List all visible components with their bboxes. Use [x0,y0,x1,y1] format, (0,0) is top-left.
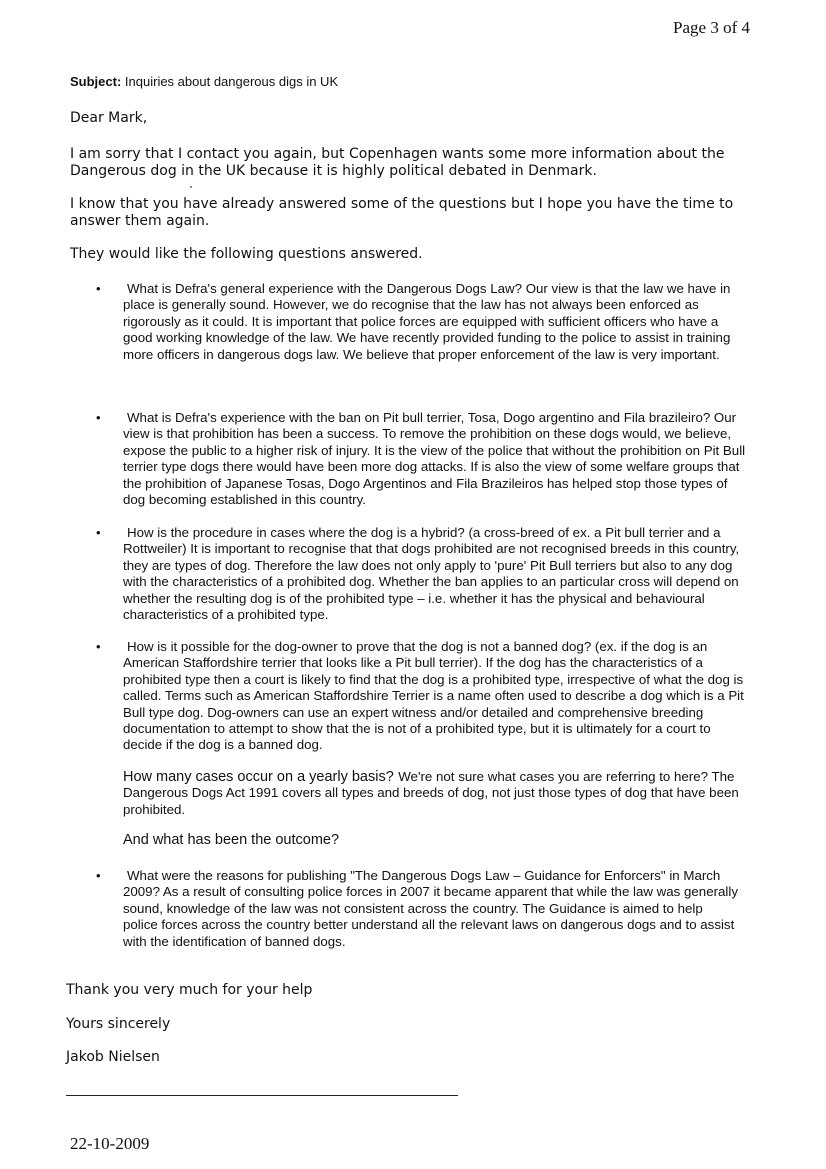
extra-question-block [123,769,753,818]
subject-line [70,74,338,89]
intro-paragraph: I know that you have already answered some of the questions but I hope you have the time to answer them again. [70,196,734,229]
bullet-icon: • [96,639,101,654]
stray-mark [190,186,192,188]
page-number: Page 3 of 4 [673,18,750,37]
question-answer: What were the reasons for publishing "The Dangerous Dogs Law – Guidance for Enforcers" in March 2009? As a result of consulting police forces in 2007 it became apparent that while the law was generally sound, knowledge of the law was not consistent across the country. The Guidance is aimed to help police forces across the country better understand all the relevant laws on dangerous dogs and to assist with the identification of banned dogs. [123,868,738,949]
closing-salutation: Yours sincerely [66,1016,171,1032]
outcome-question-block [123,832,753,848]
intro-paragraph: They would like the following questions answered. [70,246,423,262]
bullet-icon: • [96,281,101,296]
subject-text: Inquiries about dangerous digs in UK [124,74,339,89]
extra-question: How many cases occur on a yearly basis? [123,769,394,785]
extra-answer: We're not sure what cases you are referring to here? The Dangerous Dogs Act 1991 covers all types and breeds of dog, not just those types of dog that have been prohibited. [123,769,739,817]
question-answer: How is it possible for the dog-owner to prove that the dog is not a banned dog? (ex. if the dog is an American Staffordshire terrier that looks like a Pit bull terrier). If the dog has the characteristics of a prohibited type then a court is likely to find that the dog is a prohibited type, irrespective of what the dog is called. Terms such as American Staffordshire Terrier is a name often used to describe a dog which is a Pit Bull type dog. Dog-owners can use an expert witness and/or detailed and comprehensive breeding documentation to attempt to show that the is not of a prohibited type, but it is ultimately for a court to decide if the dog is a banned dog. [123,639,744,753]
subject-label: Subject: [70,74,122,89]
question-answer: What is Defra's experience with the ban on Pit bull terrier, Tosa, Dogo argentino and Fila brazileiro? Our view is that prohibition has been a success. To remove the prohibition on these dogs would, we believe, expose the public to a higher risk of injury. It is the view of the police that without the prohibition on Pit Bull terrier type dogs there would have been more dog attacks. If is also the view of some welfare groups that the prohibition of Japanese Tosas, Dogo Argentinos and Fila Brazileiros has helped stop those types of dog becoming established in this country. [123,410,746,508]
bullet-icon: • [96,868,101,883]
closing-thanks: Thank you very much for your help [66,982,313,998]
letter-date: 22-10-2009 [70,1134,150,1153]
outcome-question: And what has been the outcome? [123,832,340,848]
question-answer: What is Defra's general experience with the Dangerous Dogs Law? Our view is that the law we have in place is generally sound. However, we do recognise that the law has not always been enforced as rigorously as it could. It is important that police forces are equipped with sufficient officers who have a good working knowledge of the law. We have recently provided funding to the police to assist in training more officers in dangerous dogs law. We believe that proper enforcement of the law is very important. [123,281,731,362]
bullet-icon: • [96,525,101,540]
bullet-icon: • [96,410,101,425]
question-answer: How is the procedure in cases where the dog is a hybrid? (a cross-breed of ex. a Pit bull terrier and a Rottweiler) It is important to recognise that that dogs prohibited are not recognised breeds in this country, they are types of dog. Therefore the law does not only apply to 'pure' Pit Bull terriers but also to any dog with the characteristics of a prohibited dog. Whether the ban applies to an particular cross will depend on whether the resulting dog is of the prohibited type – i.e. whether it has the physical and behavioural characteristics of a prohibited type. [123,525,740,623]
intro-paragraph: I am sorry that I contact you again, but Copenhagen wants some more information about the Dangerous dog in the UK because it is highly political debated in Denmark. [70,146,725,179]
signature-line [66,1095,458,1096]
greeting: Dear Mark, [70,110,148,126]
sender-name: Jakob Nielsen [66,1049,160,1065]
